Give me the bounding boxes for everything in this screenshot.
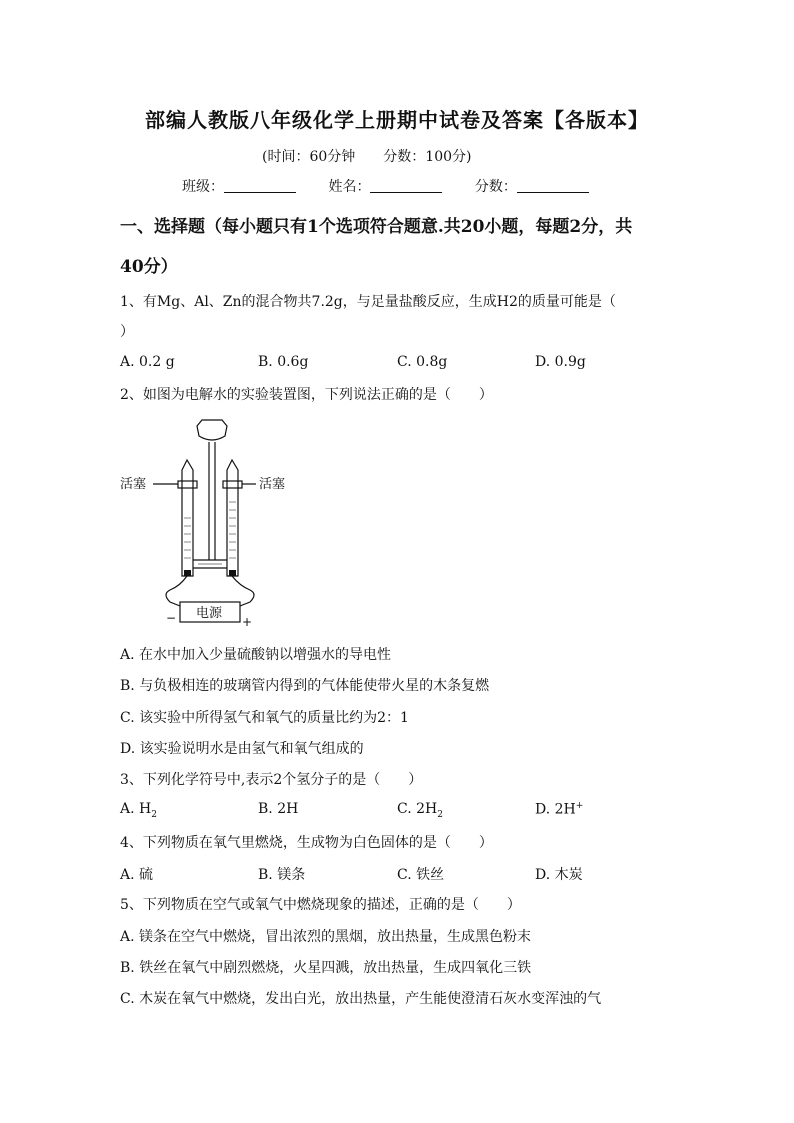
q4-option-d: D. 木炭 (535, 867, 583, 883)
question-2-stem: 2、如图为电解水的实验装置图，下列说法正确的是（ ） (120, 387, 493, 403)
right-stopcock (223, 481, 242, 488)
time-label: (时间：60分钟 (262, 149, 356, 165)
page-title: 部编人教版八年级化学上册期中试卷及答案【各版本】 (145, 108, 649, 132)
right-electrode (229, 570, 236, 576)
q3-option-a: A. $H_2$ (120, 801, 157, 820)
question-5-stem: 5、下列物质在空气或氧气中燃烧现象的描述，正确的是（ ） (120, 897, 521, 913)
name-blank (370, 178, 442, 193)
score-label: 分数： (474, 179, 517, 195)
funnel-reservoir (197, 420, 227, 440)
right-stopcock-label: 活塞 (259, 477, 286, 492)
q1-option-b: B. 0.6g (258, 354, 309, 370)
question-4-stem: 4、下列物质在氧气里燃烧，生成物为白色固体的是（ ） (120, 835, 493, 851)
left-electrode (184, 570, 191, 576)
q5-option-a: A. 镁条在空气中燃烧，冒出浓烈的黑烟，放出热量，生成黑色粉末 (120, 929, 532, 945)
q2-option-b: B. 与负极相连的玻璃管内得到的气体能使带火星的木条复燃 (120, 678, 490, 694)
q4-option-b: B. 镁条 (258, 867, 306, 883)
q4-option-a: A. 硫 (120, 867, 154, 883)
q3-option-d: D. 2H+ (535, 801, 584, 818)
class-field (182, 176, 296, 196)
score-field (475, 176, 589, 196)
left-stopcock-label: 活塞 (120, 477, 147, 492)
score-blank (517, 178, 589, 193)
name-field (328, 176, 442, 196)
question-1-stem: 1、有Mg、Al、Zn的混合物共7.2g，与足量盐酸反应，生成H2的质量可能是（ (120, 294, 616, 310)
q1-option-c: C. 0.8g (397, 354, 448, 370)
q2-option-d: D. 该实验说明水是由氢气和氧气组成的 (120, 741, 364, 757)
section-heading-cont: 40分） (120, 257, 178, 277)
q5-option-b: B. 铁丝在氧气中剧烈燃烧，火星四溅，放出热量，生成四氧化三铁 (120, 960, 532, 976)
electrolysis-apparatus-figure (118, 410, 298, 632)
left-stopcock (178, 481, 197, 488)
q1-option-a: A. 0.2 g (120, 354, 175, 370)
name-label: 姓名： (328, 179, 371, 195)
student-fields (182, 176, 617, 196)
exam-meta (262, 146, 471, 166)
q2-option-c: C. 该实验中所得氢气和氧气的质量比约为2：1 (120, 710, 409, 726)
plus-sign: + (242, 615, 253, 629)
minus-sign: − (166, 611, 177, 625)
class-label: 班级： (182, 179, 224, 195)
section-heading: 一、选择题（每小题只有1个选项符合题意.共20小题，每题2分，共 (120, 217, 633, 237)
q5-option-c: C. 木炭在氧气中燃烧，发出白光，放出热量，产生能使澄清石灰水变浑浊的气 (120, 991, 602, 1007)
q3-option-c: C. $2H_2$ (397, 801, 443, 820)
question-1-stem-cont: ） (120, 324, 134, 340)
power-label: 电源 (196, 606, 223, 621)
question-3-stem: 3、下列化学符号中,表示2个氢分子的是（ ） (120, 772, 423, 788)
q3-option-b: B. 2H (258, 801, 299, 817)
class-blank (224, 178, 296, 193)
score-total-label: 分数：100分) (383, 149, 472, 165)
q2-option-a: A. 在水中加入少量硫酸钠以增强水的导电性 (120, 647, 392, 663)
q4-option-c: C. 铁丝 (397, 867, 445, 883)
q1-option-d: D. 0.9g (535, 354, 586, 370)
